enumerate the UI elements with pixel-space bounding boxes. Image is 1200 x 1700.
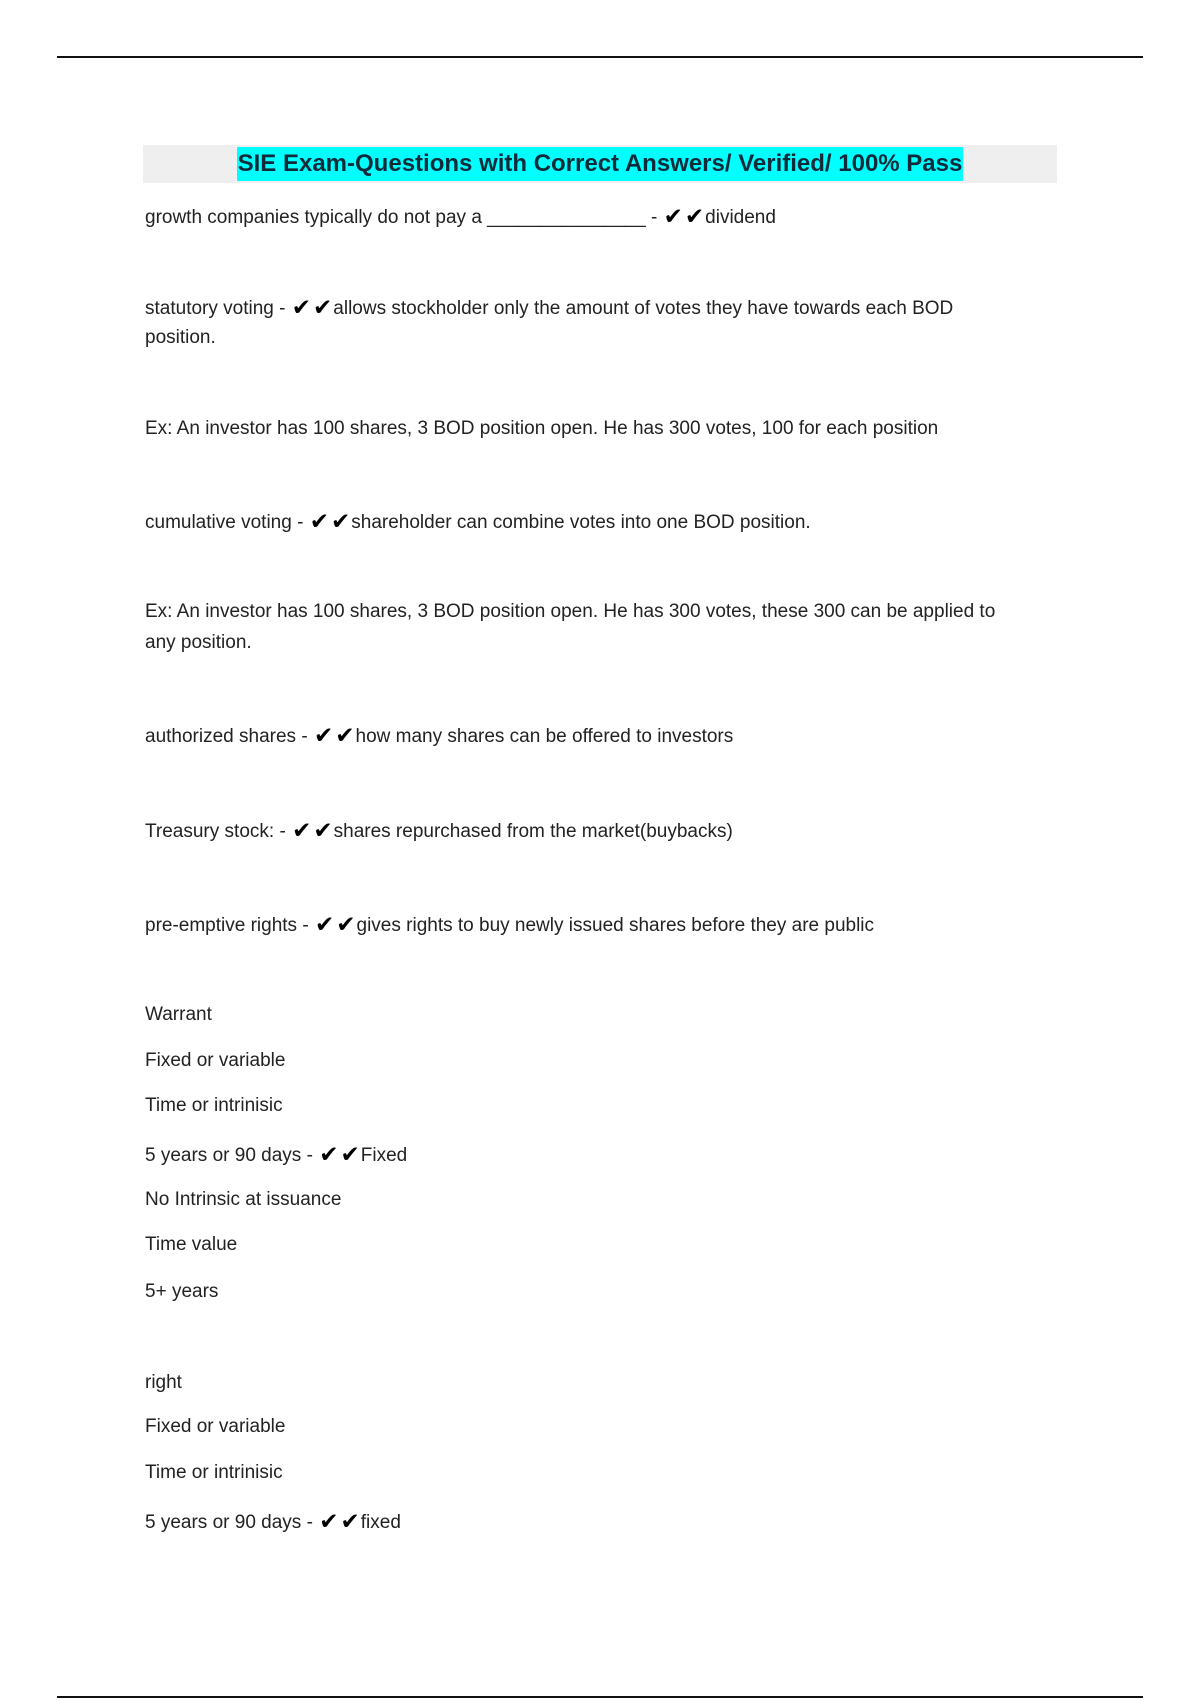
qa-growth-companies: growth companies typically do not pay a _______________ - ✔✔dividend xyxy=(145,203,776,229)
warrant-line: Time or intrinisic xyxy=(145,1095,283,1116)
right-line: Fixed or variable xyxy=(145,1416,286,1437)
question-text: Treasury stock: xyxy=(145,821,275,842)
warrant-heading: Warrant xyxy=(145,1004,212,1025)
check-icon: ✔ xyxy=(319,1141,339,1167)
qa-right-term: 5 years or 90 days - ✔✔fixed xyxy=(145,1508,401,1534)
warrant-line: Time value xyxy=(145,1234,238,1255)
check-icon: ✔ xyxy=(335,722,355,748)
answer-text: shareholder can combine votes into one BOD position. xyxy=(351,512,811,533)
answer-text: gives rights to buy newly issued shares before they are public xyxy=(356,915,875,936)
answer-text: allows stockholder only the amount of votes they have towards each BOD xyxy=(333,298,954,319)
check-icon: ✔ xyxy=(313,294,333,320)
check-icon: ✔ xyxy=(330,508,351,534)
header-rule xyxy=(57,56,1143,58)
qa-cumulative-voting: cumulative voting - ✔✔shareholder can combine votes into one BOD position. xyxy=(145,508,811,534)
warrant-line: No Intrinsic at issuance xyxy=(145,1189,342,1210)
question-text: pre-emptive rights xyxy=(145,915,298,936)
title-bar xyxy=(143,145,1057,183)
question-text: growth companies typically do not pay a _______________ xyxy=(145,207,646,228)
document-title: SIE Exam-Questions with Correct Answers/ Verified/ 100% Pass xyxy=(237,147,964,181)
example-cumulative-continued: any position. xyxy=(145,632,252,653)
qa-pre-emptive-rights: pre-emptive rights - ✔✔gives rights to buy newly issued shares before they are public xyxy=(145,911,875,937)
check-icon: ✔ xyxy=(292,817,312,843)
right-heading: right xyxy=(145,1372,182,1393)
check-icon: ✔ xyxy=(340,1141,360,1167)
qa-authorized-shares: authorized shares - ✔✔how many shares can be offered to investors xyxy=(145,722,734,748)
answer-text: fixed xyxy=(360,1512,401,1533)
right-line: Time or intrinisic xyxy=(145,1462,283,1483)
example-statutory: Ex: An investor has 100 shares, 3 BOD position open. He has 300 votes, 100 for each position xyxy=(145,418,939,439)
check-icon: ✔ xyxy=(340,1508,360,1534)
answer-text: Fixed xyxy=(360,1145,408,1166)
footer-rule xyxy=(57,1696,1143,1698)
example-cumulative: Ex: An investor has 100 shares, 3 BOD position open. He has 300 votes, these 300 can be applied to xyxy=(145,601,996,622)
check-icon: ✔ xyxy=(313,722,334,748)
answer-text: how many shares can be offered to investors xyxy=(355,726,734,747)
warrant-line: Fixed or variable xyxy=(145,1050,286,1071)
check-icon: ✔ xyxy=(313,817,333,843)
answer-text: dividend xyxy=(705,207,776,228)
qa-statutory-voting-continued: position. xyxy=(145,327,216,348)
qa-warrant-term: 5 years or 90 days - ✔✔Fixed xyxy=(145,1141,408,1167)
question-text: statutory voting xyxy=(145,298,274,319)
qa-statutory-voting: statutory voting - ✔✔allows stockholder only the amount of votes they have towards each BOD xyxy=(145,294,954,320)
qa-treasury-stock: Treasury stock: - ✔✔shares repurchased from the market(buybacks) xyxy=(145,817,733,843)
question-text: authorized shares xyxy=(145,726,297,747)
question-text: 5 years or 90 days xyxy=(145,1512,302,1533)
check-icon: ✔ xyxy=(314,911,335,937)
check-icon: ✔ xyxy=(291,294,312,320)
check-icon: ✔ xyxy=(309,508,329,534)
answer-text: shares repurchased from the market(buybacks) xyxy=(333,821,733,842)
check-icon: ✔ xyxy=(319,1508,339,1534)
check-icon: ✔ xyxy=(663,203,683,229)
check-icon: ✔ xyxy=(336,911,356,937)
check-icon: ✔ xyxy=(684,203,705,229)
question-text: cumulative voting xyxy=(145,512,292,533)
question-text: 5 years or 90 days xyxy=(145,1145,302,1166)
warrant-line: 5+ years xyxy=(145,1281,219,1302)
